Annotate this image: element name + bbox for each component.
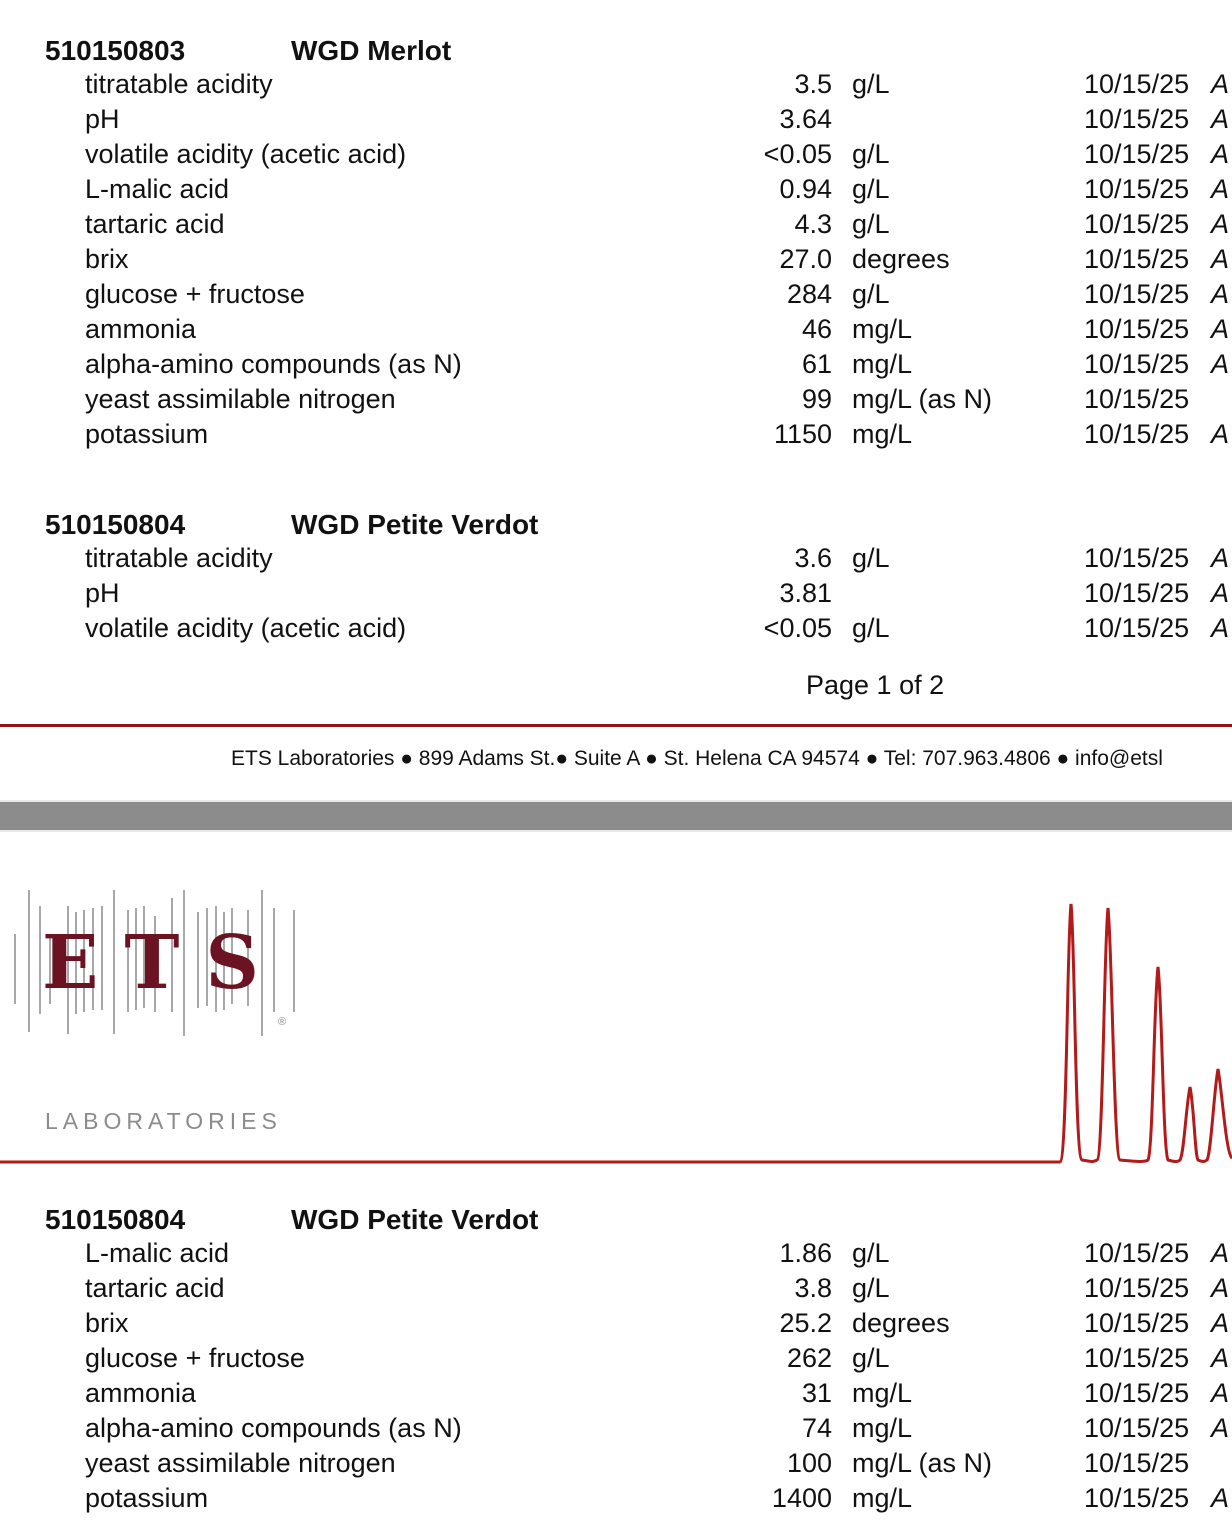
result-row bbox=[0, 613, 1232, 648]
result-row bbox=[0, 1378, 1232, 1413]
ets-logo bbox=[10, 884, 310, 1134]
analyte-name: yeast assimilable nitrogen bbox=[85, 384, 396, 414]
result-value: 46 bbox=[801, 314, 832, 344]
result-date: 10/15/25 bbox=[1084, 1238, 1190, 1268]
sample-block bbox=[0, 1202, 1232, 1518]
result-flag: A bbox=[1211, 279, 1230, 309]
result-flag: A bbox=[1211, 543, 1230, 573]
result-unit: g/L bbox=[852, 613, 890, 643]
result-flag: A bbox=[1211, 314, 1230, 344]
result-date: 10/15/25 bbox=[1084, 349, 1190, 379]
result-unit: g/L bbox=[852, 69, 890, 99]
result-unit: mg/L (as N) bbox=[852, 1448, 993, 1478]
analyte-name: yeast assimilable nitrogen bbox=[85, 1448, 396, 1478]
analyte-name: ammonia bbox=[85, 314, 197, 344]
result-value: 4.3 bbox=[794, 209, 832, 239]
page-separator-bar bbox=[0, 802, 1232, 830]
result-unit: degrees bbox=[852, 1308, 950, 1338]
result-unit: g/L bbox=[852, 279, 890, 309]
result-unit: g/L bbox=[852, 1273, 890, 1303]
result-flag: A bbox=[1211, 1308, 1230, 1338]
analyte-name: glucose + fructose bbox=[85, 279, 305, 309]
analyte-name: L-malic acid bbox=[85, 1238, 230, 1268]
analyte-name: volatile acidity (acetic acid) bbox=[85, 139, 407, 169]
result-date: 10/15/25 bbox=[1084, 209, 1190, 239]
result-value: 27.0 bbox=[779, 244, 832, 274]
result-unit: g/L bbox=[852, 1343, 890, 1373]
result-row bbox=[0, 104, 1232, 139]
result-unit: mg/L (as N) bbox=[852, 384, 993, 414]
result-date: 10/15/25 bbox=[1084, 244, 1190, 274]
result-unit: mg/L bbox=[852, 419, 913, 449]
result-unit: mg/L bbox=[852, 349, 913, 379]
result-value: 74 bbox=[801, 1413, 832, 1443]
results-table bbox=[0, 1238, 1232, 1518]
report-page-2 bbox=[0, 832, 1232, 1540]
result-value: 25.2 bbox=[779, 1308, 832, 1338]
sample-header bbox=[0, 1202, 1232, 1238]
result-date: 10/15/25 bbox=[1084, 174, 1190, 204]
result-row bbox=[0, 314, 1232, 349]
result-value: 3.5 bbox=[794, 69, 832, 99]
analyte-name: titratable acidity bbox=[85, 543, 273, 573]
result-flag: A bbox=[1211, 1378, 1230, 1408]
analyte-name: potassium bbox=[85, 419, 209, 449]
analyte-name: titratable acidity bbox=[85, 69, 273, 99]
result-flag: A bbox=[1211, 578, 1230, 608]
result-row bbox=[0, 209, 1232, 244]
logo-wordmark: ETS bbox=[42, 920, 285, 1006]
result-row bbox=[0, 1413, 1232, 1448]
result-row bbox=[0, 578, 1232, 613]
analyte-name: pH bbox=[85, 104, 120, 134]
sample-name: WGD Petite Verdot bbox=[291, 1204, 539, 1235]
registered-mark: ® bbox=[278, 1016, 287, 1028]
sample-name: WGD Petite Verdot bbox=[291, 509, 539, 540]
analyte-name: alpha-amino compounds (as N) bbox=[85, 1413, 462, 1443]
analyte-name: tartaric acid bbox=[85, 209, 225, 239]
result-date: 10/15/25 bbox=[1084, 578, 1190, 608]
sample-block bbox=[0, 33, 1232, 454]
result-flag: A bbox=[1211, 613, 1230, 643]
result-date: 10/15/25 bbox=[1084, 1343, 1190, 1373]
result-flag: A bbox=[1211, 349, 1230, 379]
result-flag: A bbox=[1211, 1273, 1230, 1303]
result-row bbox=[0, 174, 1232, 209]
result-value: 0.94 bbox=[779, 174, 832, 204]
result-date: 10/15/25 bbox=[1084, 139, 1190, 169]
result-date: 10/15/25 bbox=[1084, 1448, 1190, 1478]
analyte-name: potassium bbox=[85, 1483, 209, 1513]
sample-id: 510150804 bbox=[45, 509, 186, 540]
result-value: 262 bbox=[786, 1343, 832, 1373]
sample-header bbox=[0, 507, 1232, 543]
analyte-name: glucose + fructose bbox=[85, 1343, 305, 1373]
result-date: 10/15/25 bbox=[1084, 1378, 1190, 1408]
page-separator bbox=[0, 800, 1232, 832]
result-value: 3.6 bbox=[794, 543, 832, 573]
result-unit: mg/L bbox=[852, 314, 913, 344]
result-flag: A bbox=[1211, 1483, 1230, 1513]
result-flag: A bbox=[1211, 69, 1230, 99]
result-unit: degrees bbox=[852, 244, 950, 274]
result-date: 10/15/25 bbox=[1084, 314, 1190, 344]
logo-subtitle: LABORATORIES bbox=[45, 1108, 282, 1134]
page-number: Page 1 of 2 bbox=[806, 670, 945, 700]
result-value: 3.8 bbox=[794, 1273, 832, 1303]
result-value: 1400 bbox=[771, 1483, 832, 1513]
results-table bbox=[0, 543, 1232, 648]
footer-contact: ETS Laboratories ● 899 Adams St.● Suite A ● St. Helena CA 94574 ● Tel: 707.963.4806 ● info@etsl bbox=[231, 747, 1163, 770]
result-unit: g/L bbox=[852, 174, 890, 204]
result-row bbox=[0, 139, 1232, 174]
result-row bbox=[0, 69, 1232, 104]
result-unit: g/L bbox=[852, 209, 890, 239]
result-value: 100 bbox=[786, 1448, 832, 1478]
result-value: 31 bbox=[801, 1378, 832, 1408]
footer-divider bbox=[0, 724, 1232, 727]
analyte-name: tartaric acid bbox=[85, 1273, 225, 1303]
analyte-name: ammonia bbox=[85, 1378, 197, 1408]
analyte-name: pH bbox=[85, 578, 120, 608]
analyte-name: L-malic acid bbox=[85, 174, 230, 204]
results-table bbox=[0, 69, 1232, 454]
result-flag: A bbox=[1211, 139, 1230, 169]
result-date: 10/15/25 bbox=[1084, 1273, 1190, 1303]
sample-block bbox=[0, 507, 1232, 648]
result-date: 10/15/25 bbox=[1084, 1483, 1190, 1513]
result-flag: A bbox=[1211, 1343, 1230, 1373]
result-unit: g/L bbox=[852, 1238, 890, 1268]
result-value: 1150 bbox=[773, 419, 832, 449]
result-flag: A bbox=[1211, 244, 1230, 274]
result-row bbox=[0, 1343, 1232, 1378]
result-date: 10/15/25 bbox=[1084, 613, 1190, 643]
sample-id: 510150803 bbox=[45, 35, 186, 66]
result-unit: g/L bbox=[852, 543, 890, 573]
sample-name: WGD Merlot bbox=[291, 35, 452, 66]
analyte-name: volatile acidity (acetic acid) bbox=[85, 613, 407, 643]
sample-header bbox=[0, 33, 1232, 69]
result-unit: g/L bbox=[852, 139, 890, 169]
result-value: 99 bbox=[801, 384, 832, 414]
result-unit: mg/L bbox=[852, 1413, 913, 1443]
result-row bbox=[0, 419, 1232, 454]
result-value: 61 bbox=[801, 349, 832, 379]
sample-id: 510150804 bbox=[45, 1204, 186, 1235]
result-row bbox=[0, 543, 1232, 578]
result-row bbox=[0, 1238, 1232, 1273]
result-row bbox=[0, 349, 1232, 384]
analyte-name: brix bbox=[85, 244, 129, 274]
result-value: <0.05 bbox=[763, 613, 832, 643]
result-date: 10/15/25 bbox=[1084, 419, 1190, 449]
result-row bbox=[0, 1308, 1232, 1343]
result-flag: A bbox=[1211, 104, 1230, 134]
analyte-name: brix bbox=[85, 1308, 129, 1338]
result-date: 10/15/25 bbox=[1084, 1308, 1190, 1338]
result-value: <0.05 bbox=[763, 139, 832, 169]
result-flag: A bbox=[1211, 419, 1230, 449]
result-flag: A bbox=[1211, 1238, 1230, 1268]
result-value: 3.81 bbox=[779, 578, 832, 608]
result-flag: A bbox=[1211, 1413, 1230, 1443]
result-date: 10/15/25 bbox=[1084, 279, 1190, 309]
result-row bbox=[0, 244, 1232, 279]
result-flag: A bbox=[1211, 209, 1230, 239]
analyte-name: alpha-amino compounds (as N) bbox=[85, 349, 462, 379]
result-value: 1.86 bbox=[779, 1238, 832, 1268]
result-date: 10/15/25 bbox=[1084, 384, 1190, 414]
result-flag: A bbox=[1211, 174, 1230, 204]
result-date: 10/15/25 bbox=[1084, 1413, 1190, 1443]
result-date: 10/15/25 bbox=[1084, 69, 1190, 99]
result-date: 10/15/25 bbox=[1084, 104, 1190, 134]
result-row bbox=[0, 279, 1232, 314]
result-value: 3.64 bbox=[779, 104, 832, 134]
result-row bbox=[0, 384, 1232, 419]
result-unit: mg/L bbox=[852, 1378, 913, 1408]
result-row bbox=[0, 1483, 1232, 1518]
result-value: 284 bbox=[786, 279, 832, 309]
result-unit: mg/L bbox=[852, 1483, 913, 1513]
result-row bbox=[0, 1273, 1232, 1308]
result-date: 10/15/25 bbox=[1084, 543, 1190, 573]
result-row bbox=[0, 1448, 1232, 1483]
